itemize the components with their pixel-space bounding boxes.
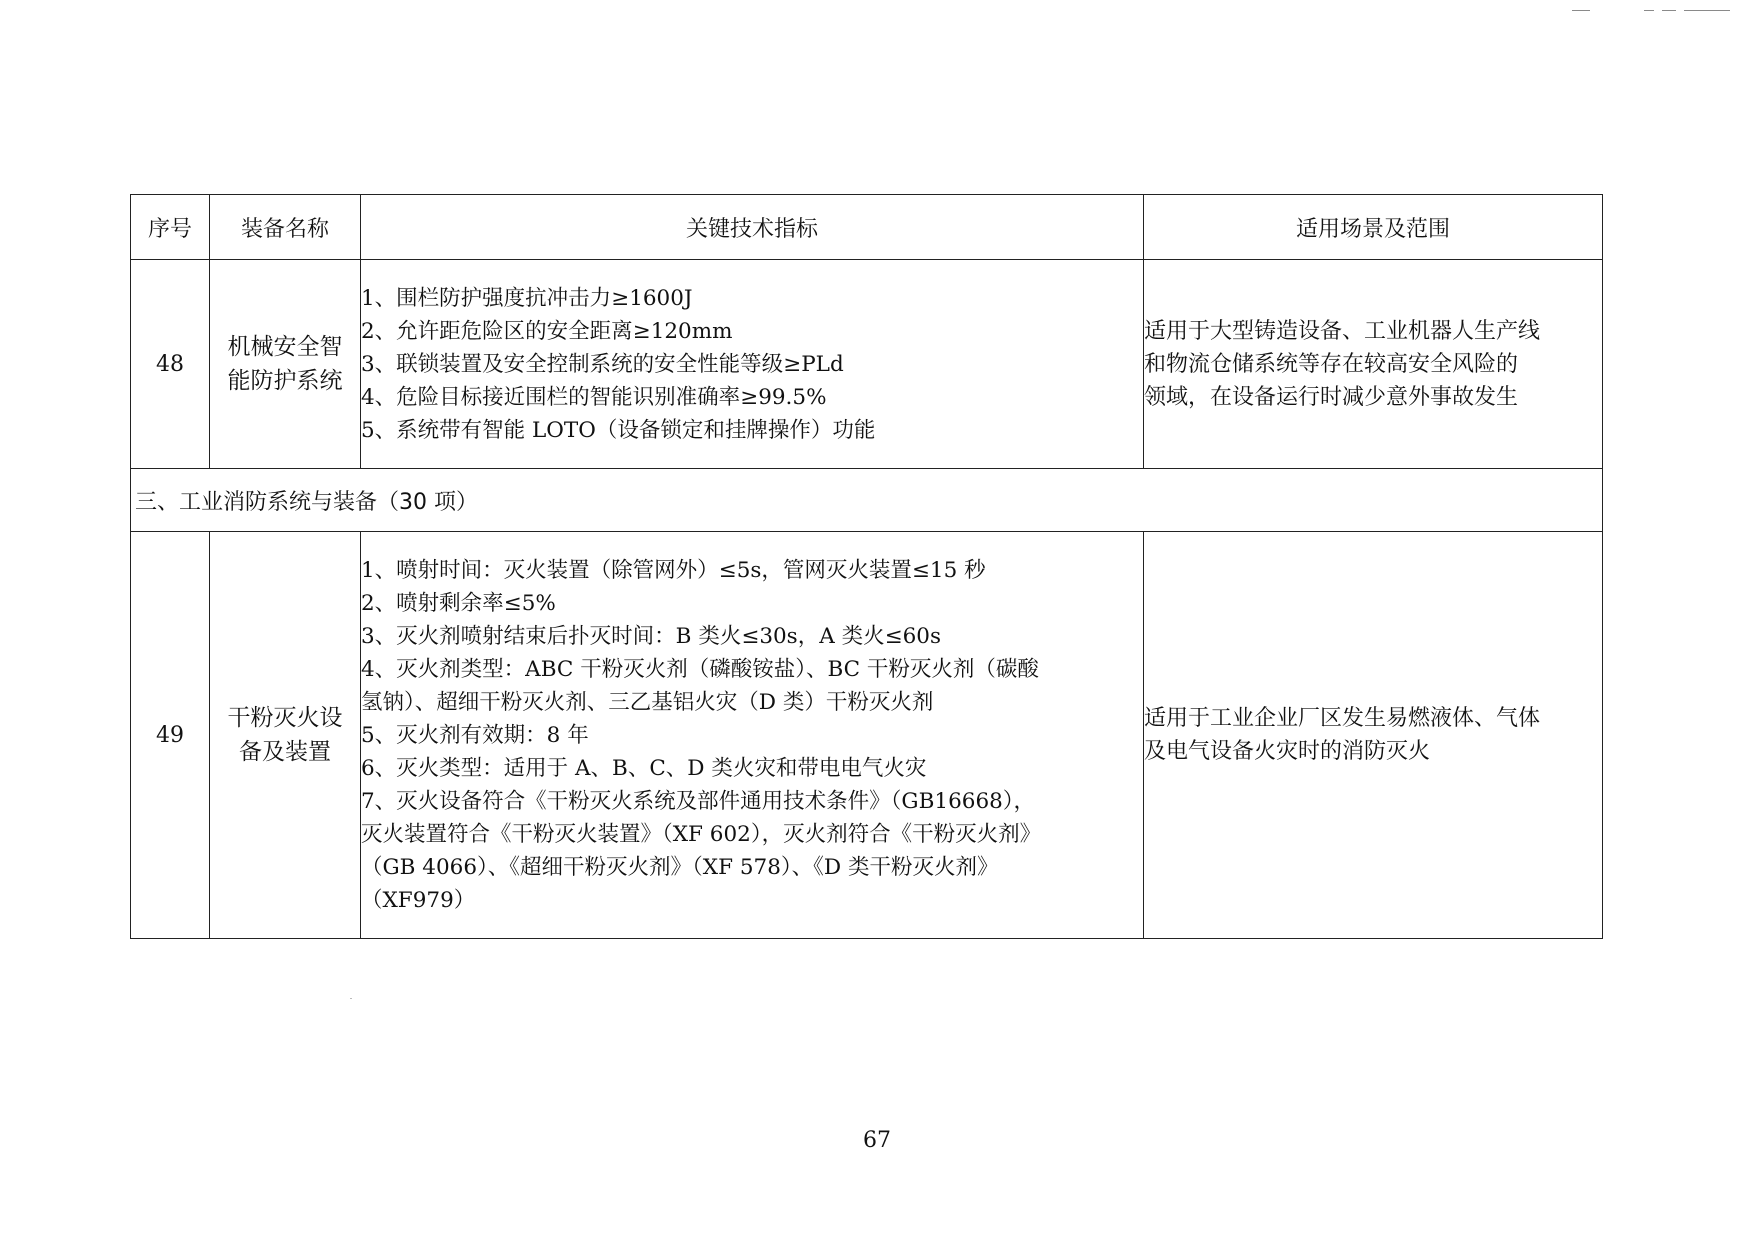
table-header-row (131, 195, 1603, 260)
page-number: 67 (863, 1128, 891, 1153)
scan-corner-marks (1572, 10, 1732, 14)
name-line: 机械安全智 (227, 334, 343, 360)
indicator-item: 5、系统带有智能 LOTO（设备锁定和挂牌操作）功能 (361, 417, 876, 443)
row-applicable-scope (1144, 260, 1603, 469)
scan-speck (350, 998, 352, 999)
row-serial-no: 48 (131, 260, 210, 469)
indicator-item: 6、灭火类型：适用于 A、B、C、D 类火灾和带电电气火灾 (361, 755, 927, 781)
row-serial-no: 49 (131, 532, 210, 939)
indicator-item: 7、灭火设备符合《干粉灭火系统及部件通用技术条件》（GB16668）， (361, 788, 1036, 814)
header-serial-no: 序号 (131, 195, 210, 260)
indicator-item: 2、允许距危险区的安全距离≥120mm (361, 318, 733, 344)
indicator-item: （GB 4066）、《超细干粉灭火剂》（XF 578）、《D 类干粉灭火剂》 (361, 854, 999, 880)
scope-line: 适用于大型铸造设备、工业机器人生产线 (1144, 318, 1541, 344)
name-line: 能防护系统 (227, 368, 343, 394)
indicator-item: 1、喷射时间：灭火装置（除管网外）≤5s，管网灭火装置≤15 秒 (361, 557, 986, 583)
indicator-item: 4、危险目标接近围栏的智能识别准确率≥99.5% (361, 384, 827, 410)
indicator-item: 5、灭火剂有效期：8 年 (361, 722, 589, 748)
section-header-row (131, 469, 1603, 532)
table-row (131, 260, 1603, 469)
scope-line: 领域，在设备运行时减少意外事故发生 (1144, 384, 1519, 410)
table-row (131, 532, 1603, 939)
row-key-indicators (361, 260, 1144, 469)
row-equipment-name (210, 260, 361, 469)
equipment-spec-table (130, 194, 1603, 939)
scope-line: 和物流仓储系统等存在较高安全风险的 (1144, 351, 1519, 377)
row-applicable-scope (1144, 532, 1603, 939)
indicator-item: （XF979） (361, 887, 476, 913)
name-line: 干粉灭火设 (227, 705, 343, 731)
name-line: 备及装置 (239, 739, 331, 765)
row-equipment-name (210, 532, 361, 939)
section-title: 三、工业消防系统与装备（30 项） (131, 469, 1603, 532)
header-key-indicators: 关键技术指标 (361, 195, 1144, 260)
scope-line: 适用于工业企业厂区发生易燃液体、气体 (1144, 706, 1541, 731)
indicator-item: 氢钠）、超细干粉灭火剂、三乙基铝火灾（D 类）干粉灭火剂 (361, 689, 934, 715)
indicator-item: 4、灭火剂类型：ABC 干粉灭火剂（磷酸铵盐）、BC 干粉灭火剂（碳酸 (361, 656, 1039, 682)
indicator-item: 3、灭火剂喷射结束后扑灭时间：B 类火≤30s，A 类火≤60s (361, 623, 941, 649)
indicator-item: 1、围栏防护强度抗冲击力≥1600J (361, 285, 693, 311)
header-equipment-name: 装备名称 (210, 195, 361, 260)
indicator-item: 3、联锁装置及安全控制系统的安全性能等级≥PLd (361, 351, 844, 377)
header-applicable-scope: 适用场景及范围 (1144, 195, 1603, 260)
indicator-item: 2、喷射剩余率≤5% (361, 590, 556, 616)
scope-line: 及电气设备火灾时的消防灭火 (1144, 739, 1431, 764)
row-key-indicators (361, 532, 1144, 939)
indicator-item: 灭火装置符合《干粉灭火装置》（XF 602），灭火剂符合《干粉灭火剂》 (361, 821, 1042, 847)
